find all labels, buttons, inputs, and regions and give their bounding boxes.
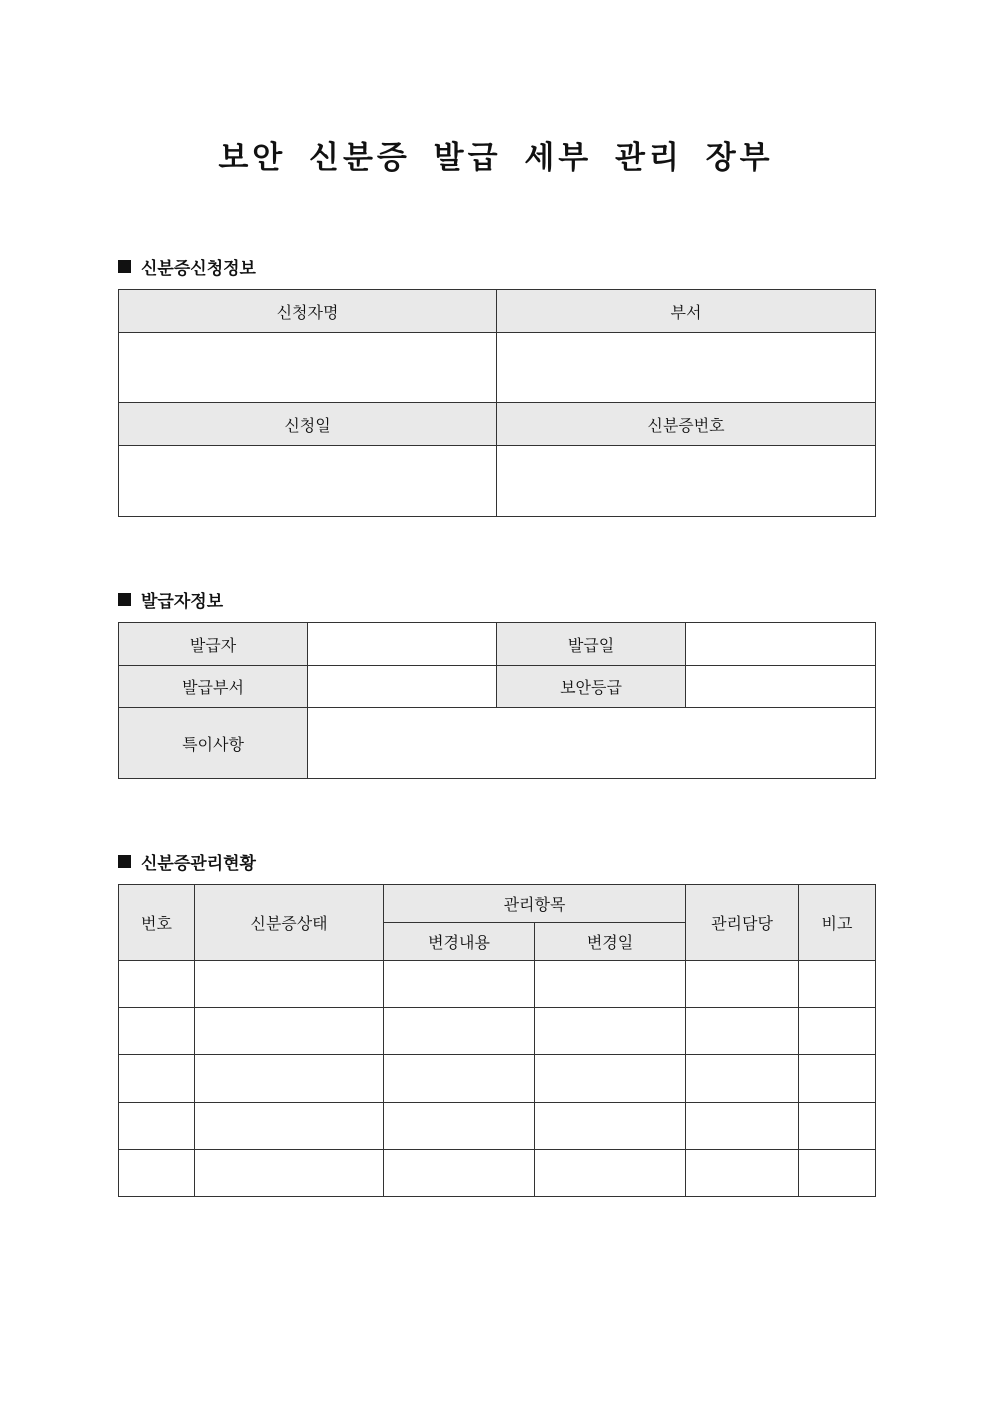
change-date-cell[interactable] [535, 1103, 686, 1150]
square-bullet-icon [118, 260, 131, 273]
security-level-field[interactable] [686, 666, 876, 708]
change-date-cell[interactable] [535, 1055, 686, 1103]
remarks-field[interactable] [308, 708, 876, 779]
change-date-cell[interactable] [535, 1150, 686, 1197]
applicant-section-title: 신분증신청정보 [141, 259, 256, 279]
manager-header: 관리담당 [686, 885, 799, 961]
applicant-name-label: 신청자명 [119, 290, 497, 333]
id-status-header: 신분증상태 [195, 885, 384, 961]
manager-cell[interactable] [686, 1150, 799, 1197]
number-cell[interactable] [119, 961, 195, 1008]
note-cell[interactable] [799, 1008, 876, 1055]
table-row [119, 1150, 876, 1197]
change-date-cell[interactable] [535, 961, 686, 1008]
issuer-field[interactable] [308, 623, 497, 666]
id-number-field[interactable] [497, 446, 876, 517]
remarks-label: 특이사항 [119, 708, 308, 779]
change-details-header: 변경내용 [384, 923, 535, 961]
applicant-section-heading [118, 254, 256, 279]
number-header: 번호 [119, 885, 195, 961]
department-field[interactable] [497, 333, 876, 403]
change-details-cell[interactable] [384, 1103, 535, 1150]
change-details-cell[interactable] [384, 1055, 535, 1103]
security-level-label: 보안등급 [497, 666, 686, 708]
applicant-info-table [118, 289, 876, 517]
number-cell[interactable] [119, 1055, 195, 1103]
note-header: 비고 [799, 885, 876, 961]
note-cell[interactable] [799, 1055, 876, 1103]
square-bullet-icon [118, 593, 131, 606]
manager-cell[interactable] [686, 961, 799, 1008]
change-details-cell[interactable] [384, 1008, 535, 1055]
id-status-cell[interactable] [195, 1150, 384, 1197]
number-cell[interactable] [119, 1008, 195, 1055]
change-details-cell[interactable] [384, 1150, 535, 1197]
management-section-heading [118, 849, 256, 874]
issuing-department-field[interactable] [308, 666, 497, 708]
number-cell[interactable] [119, 1150, 195, 1197]
issue-date-label: 발급일 [497, 623, 686, 666]
table-row [119, 1103, 876, 1150]
department-label: 부서 [497, 290, 876, 333]
issuer-section-title: 발급자정보 [141, 592, 224, 612]
note-cell[interactable] [799, 1103, 876, 1150]
manager-cell[interactable] [686, 1103, 799, 1150]
document-title: 보안 신분증 발급 세부 관리 장부 [218, 140, 774, 176]
manager-cell[interactable] [686, 1055, 799, 1103]
issuer-info-table [118, 622, 876, 779]
table-row [119, 1008, 876, 1055]
applicant-name-field[interactable] [119, 333, 497, 403]
issue-date-field[interactable] [686, 623, 876, 666]
change-date-header: 변경일 [535, 923, 686, 961]
note-cell[interactable] [799, 1150, 876, 1197]
id-status-cell[interactable] [195, 1055, 384, 1103]
id-number-label: 신분증번호 [497, 403, 876, 446]
management-section-title: 신분증관리현황 [141, 854, 256, 874]
id-status-cell[interactable] [195, 1008, 384, 1055]
change-details-cell[interactable] [384, 961, 535, 1008]
management-status-table [118, 884, 876, 1197]
id-status-cell[interactable] [195, 961, 384, 1008]
table-row [119, 1055, 876, 1103]
issuer-section-heading [118, 587, 223, 612]
application-date-label: 신청일 [119, 403, 497, 446]
application-date-field[interactable] [119, 446, 497, 517]
managed-items-header: 관리항목 [384, 885, 686, 923]
change-date-cell[interactable] [535, 1008, 686, 1055]
issuer-label: 발급자 [119, 623, 308, 666]
square-bullet-icon [118, 855, 131, 868]
manager-cell[interactable] [686, 1008, 799, 1055]
number-cell[interactable] [119, 1103, 195, 1150]
issuing-department-label: 발급부서 [119, 666, 308, 708]
id-status-cell[interactable] [195, 1103, 384, 1150]
note-cell[interactable] [799, 961, 876, 1008]
table-row [119, 961, 876, 1008]
